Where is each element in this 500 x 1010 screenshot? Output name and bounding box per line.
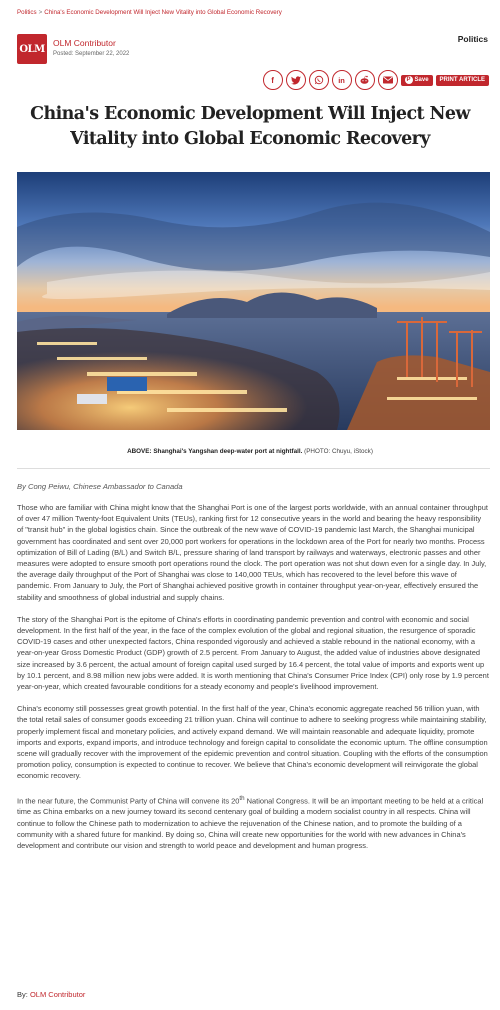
footer-by-label: By: [17, 990, 28, 999]
breadcrumb-current-link[interactable]: China's Economic Development Will Inject New Vitality into Global Economic Recovery [44, 9, 282, 16]
whatsapp-icon[interactable] [309, 70, 329, 90]
linkedin-icon[interactable]: in [332, 70, 352, 90]
ordinal-suffix: th [239, 794, 245, 802]
hero-image [17, 172, 490, 430]
footer-byline [17, 990, 85, 999]
caption-credit: (PHOTO: Chuyu, iStock) [304, 448, 373, 455]
section-tag[interactable]: Politics [457, 34, 488, 44]
author-avatar[interactable] [17, 34, 47, 64]
posted-date: Posted: September 22, 2022 [53, 51, 130, 57]
print-article-button[interactable]: PRINT ARTICLE [436, 75, 489, 86]
breadcrumb [17, 9, 282, 16]
divider [17, 468, 490, 469]
article-body [17, 502, 489, 862]
paragraph: Those who are familiar with China might know that the Shanghai Port is one of the largest ports worldwide, with an annual container throughput of over 47 million Twenty-foot Equivalent Units (TEUs), ranking first for 12 consecutive years in the world and bearing the heavy responsibility of "transit hub" in the global logistics chain. Since the outbreak of the new wave of COVID-19 pandemic last March, the Shanghai municipal government has coordinated and sent over 20,000 port workers for operations in the lockdown area of the Port for nearly two months. Process optimization of Bill of Lading (B/L) and Switch B/L, pressure sharing of land transport by railways and waterways, electronic passes and other measures were adopted to ensure smooth port operations round the clock. The port operation was not shut down even for a single day. In July, the average daily throughput of the Port of Shanghai was close to 140,000 TEUs, which has recovered to the level before this wave of pandemic. From January to July, the Port of Shanghai achieved positive growth in container throughput year-on-year, effectively ensured the stability and smoothness of global industrial and supply chains. [17, 503, 488, 602]
logo-text: OLM [19, 43, 45, 55]
reddit-icon[interactable] [355, 70, 375, 90]
article-headline: China's Economic Development Will Inject New Vitality into Global Economic Recovery [30, 104, 470, 149]
paragraph: China's economy still possesses great growth potential. In the first half of the year, China's economic aggregate reached 56 trillion yuan, with the total retail sales of consumer goods exceeding 21 trillion yuan. China will continue to adhere to seeking progress while maintaining stability, properly implement fiscal and monetary policies, and actively expand demand. We will maintain reasonable and adequate liquidity, promote imports and exports, expand imports, and introduce technology and foreign capital to consolidate the economic upturn. The offline consumption scene will gradually recover with the improvement of the epidemic prevention and control situation. Coupling with the efforts of the consumption promotion policy, consumption is expected to continue to recover. We believe that China's economic development will reinvigorate the global economic recovery. [17, 704, 488, 781]
twitter-icon[interactable] [286, 70, 306, 90]
caption-label: ABOVE: [127, 448, 152, 455]
footer-author-link[interactable]: OLM Contributor [29, 990, 86, 999]
paragraph-text: In the near future, the Communist Party of China will convene its 20 [17, 796, 240, 806]
image-caption [0, 448, 500, 455]
email-icon[interactable] [378, 70, 398, 90]
save-button[interactable] [401, 75, 433, 86]
caption-text: Shanghai's Yangshan deep-water port at nightfall. [153, 448, 303, 455]
pinterest-icon: P [406, 77, 411, 83]
paragraph [17, 793, 489, 852]
paragraph-text: National Congress. It will be an important meeting to be held at a critical time as China embarks on a new journey toward its second centenary goal of building a modern socialist country in all respects. China will continue to follow the Chinese path to modernization to achieve the rejuvenation of the Chinese nation, and to promote the building of a community with a shared future for mankind. By doing so, China will create new opportunities for the world with new advances in China's development and contribute our vision and strength to world peace and development and human progress. [17, 796, 484, 850]
save-label: Save [414, 77, 429, 83]
author-name-link[interactable]: OLM Contributor [53, 38, 116, 48]
facebook-icon[interactable]: f [263, 70, 283, 90]
paragraph: The story of the Shanghai Port is the epitome of China's efforts in coordinating pandemic prevention and control with economic and social development. In the first half of the year, in the face of the complex evolution of the global and regional situation, the resurgence of sporadic COVID-19 cases and other unexpected factors, China responded vigorously and achieved a stable rebound in the national economy, with a year-on-year Gross Domestic Product (GDP) growth of 2.5 percent. From January to August, the added value of industries above designated size increased by 3.6 percent, the actual amount of foreign capital used surged by 16.4 percent, the total value of imports and exports went up by 10.1 percent, and 8.98 million new jobs were added. It is worth mentioning that China's Consumer Price Index (CPI) only rose by 1.9 percent year-on-year, which created favourable conditions for a steady economy and people's livelihood improvement. [17, 614, 489, 692]
breadcrumb-section-link[interactable]: Politics [17, 9, 37, 16]
share-bar [263, 70, 489, 90]
breadcrumb-separator: > [38, 9, 43, 16]
article-byline: By Cong Peiwu, Chinese Ambassador to Canada [17, 482, 183, 491]
